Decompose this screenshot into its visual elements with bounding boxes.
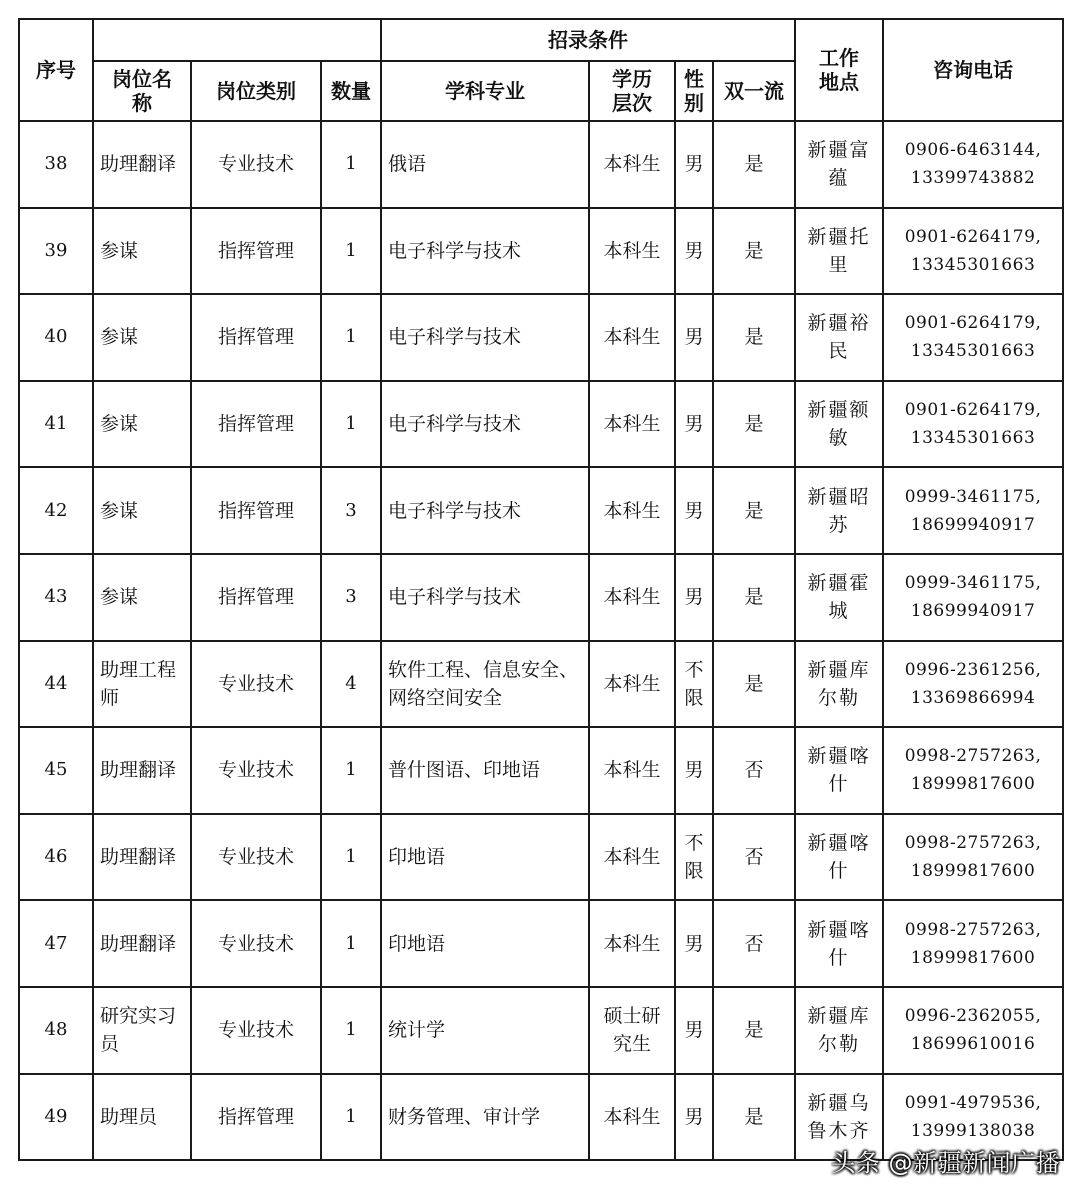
cell-post-name: 研究实习员 bbox=[93, 987, 191, 1074]
cell-quantity: 1 bbox=[321, 208, 381, 295]
cell-phone bbox=[883, 554, 1063, 641]
phone-mobile: 18999817600 bbox=[910, 947, 1036, 968]
phone-primary: 0906-6463144, bbox=[904, 140, 1042, 161]
header-row-top bbox=[19, 19, 1063, 61]
cell-post-category: 指挥管理 bbox=[191, 208, 321, 295]
cell-education-text: 本科生 bbox=[603, 153, 661, 176]
phone-mobile: 13345301663 bbox=[910, 341, 1036, 362]
cell-double-first-class: 是 bbox=[713, 121, 795, 208]
cell-workplace bbox=[795, 121, 883, 208]
header-workplace bbox=[795, 19, 883, 121]
cell-gender bbox=[675, 641, 713, 728]
cell-gender-text: 男 bbox=[684, 932, 704, 955]
cell-gender bbox=[675, 467, 713, 554]
cell-double-first-class: 否 bbox=[713, 727, 795, 814]
phone-primary: 0998-2757263, bbox=[904, 746, 1042, 767]
cell-seq: 45 bbox=[19, 727, 93, 814]
phone-mobile: 18699940917 bbox=[910, 514, 1036, 535]
cell-double-first-class: 是 bbox=[713, 987, 795, 1074]
cell-post-name: 参谋 bbox=[93, 294, 191, 381]
cell-major: 电子科学与技术 bbox=[381, 208, 589, 295]
cell-phone bbox=[883, 814, 1063, 901]
phone-mobile: 13345301663 bbox=[910, 254, 1036, 275]
table-row bbox=[19, 381, 1063, 468]
header-education bbox=[589, 61, 675, 121]
cell-post-category: 指挥管理 bbox=[191, 381, 321, 468]
header-double-first-class: 双一流 bbox=[713, 61, 795, 121]
cell-education bbox=[589, 900, 675, 987]
cell-quantity: 3 bbox=[321, 467, 381, 554]
cell-phone bbox=[883, 208, 1063, 295]
cell-workplace-text: 新疆乌鲁木齐 bbox=[807, 1091, 871, 1142]
cell-workplace bbox=[795, 554, 883, 641]
cell-education-text: 本科生 bbox=[603, 1105, 661, 1128]
cell-gender-text: 不限 bbox=[684, 832, 704, 883]
phone-primary: 0901-6264179, bbox=[904, 400, 1042, 421]
cell-post-category: 专业技术 bbox=[191, 641, 321, 728]
cell-gender bbox=[675, 294, 713, 381]
cell-education bbox=[589, 467, 675, 554]
cell-quantity: 1 bbox=[321, 294, 381, 381]
phone-primary: 0999-3461175, bbox=[904, 486, 1042, 507]
cell-education bbox=[589, 814, 675, 901]
cell-major: 普什图语、印地语 bbox=[381, 727, 589, 814]
phone-primary: 0998-2757263, bbox=[904, 919, 1042, 940]
cell-workplace-text: 新疆库尔勒 bbox=[807, 658, 871, 709]
cell-post-category: 指挥管理 bbox=[191, 294, 321, 381]
cell-major: 财务管理、审计学 bbox=[381, 1074, 589, 1161]
cell-double-first-class: 是 bbox=[713, 1074, 795, 1161]
cell-workplace bbox=[795, 900, 883, 987]
table-row bbox=[19, 467, 1063, 554]
cell-education bbox=[589, 727, 675, 814]
cell-post-category: 专业技术 bbox=[191, 121, 321, 208]
cell-seq: 40 bbox=[19, 294, 93, 381]
cell-post-category: 专业技术 bbox=[191, 900, 321, 987]
cell-gender bbox=[675, 208, 713, 295]
cell-post-name: 参谋 bbox=[93, 381, 191, 468]
cell-double-first-class: 是 bbox=[713, 381, 795, 468]
cell-workplace-text: 新疆霍城 bbox=[807, 572, 871, 623]
cell-quantity: 1 bbox=[321, 987, 381, 1074]
cell-double-first-class: 是 bbox=[713, 208, 795, 295]
header-post-name bbox=[93, 61, 191, 121]
cell-post-name: 助理工程师 bbox=[93, 641, 191, 728]
table-row bbox=[19, 987, 1063, 1074]
cell-education-text: 本科生 bbox=[603, 586, 661, 609]
cell-gender-text: 男 bbox=[684, 586, 704, 609]
table-row bbox=[19, 554, 1063, 641]
cell-seq: 49 bbox=[19, 1074, 93, 1161]
cell-quantity: 1 bbox=[321, 381, 381, 468]
table-row bbox=[19, 641, 1063, 728]
cell-double-first-class: 是 bbox=[713, 467, 795, 554]
cell-gender-text: 男 bbox=[684, 153, 704, 176]
cell-education bbox=[589, 641, 675, 728]
table-row bbox=[19, 727, 1063, 814]
cell-phone bbox=[883, 294, 1063, 381]
phone-primary: 0996-2362055, bbox=[904, 1006, 1042, 1027]
cell-workplace-text: 新疆喀什 bbox=[807, 745, 871, 796]
cell-workplace bbox=[795, 467, 883, 554]
cell-workplace bbox=[795, 208, 883, 295]
cell-education-text: 本科生 bbox=[603, 932, 661, 955]
cell-education-text: 本科生 bbox=[603, 499, 661, 522]
cell-workplace bbox=[795, 987, 883, 1074]
cell-gender-text: 男 bbox=[684, 499, 704, 522]
cell-gender bbox=[675, 1074, 713, 1161]
cell-workplace-text: 新疆喀什 bbox=[807, 832, 871, 883]
phone-mobile: 13369866994 bbox=[910, 687, 1036, 708]
header-conditions: 招录条件 bbox=[381, 19, 795, 61]
cell-seq: 38 bbox=[19, 121, 93, 208]
cell-seq: 43 bbox=[19, 554, 93, 641]
cell-workplace-text: 新疆富蕴 bbox=[807, 139, 871, 190]
phone-primary: 0991-4979536, bbox=[904, 1092, 1042, 1113]
cell-gender-text: 男 bbox=[684, 1105, 704, 1128]
header-workplace-text: 工作地点 bbox=[819, 46, 860, 94]
cell-workplace-text: 新疆喀什 bbox=[807, 918, 871, 969]
cell-workplace-text: 新疆库尔勒 bbox=[807, 1005, 871, 1056]
cell-gender bbox=[675, 121, 713, 208]
cell-education bbox=[589, 987, 675, 1074]
table-row bbox=[19, 121, 1063, 208]
cell-seq: 39 bbox=[19, 208, 93, 295]
phone-primary: 0998-2757263, bbox=[904, 833, 1042, 854]
cell-post-name: 参谋 bbox=[93, 467, 191, 554]
cell-seq: 48 bbox=[19, 987, 93, 1074]
cell-workplace-text: 新疆裕民 bbox=[807, 312, 871, 363]
cell-quantity: 3 bbox=[321, 554, 381, 641]
cell-post-name: 参谋 bbox=[93, 554, 191, 641]
header-phone: 咨询电话 bbox=[883, 19, 1063, 121]
phone-primary: 0996-2361256, bbox=[904, 659, 1042, 680]
cell-seq: 41 bbox=[19, 381, 93, 468]
cell-gender-text: 男 bbox=[684, 239, 704, 262]
cell-post-name: 助理翻译 bbox=[93, 900, 191, 987]
cell-gender bbox=[675, 554, 713, 641]
header-gender bbox=[675, 61, 713, 121]
phone-mobile: 18999817600 bbox=[910, 774, 1036, 795]
cell-phone bbox=[883, 727, 1063, 814]
cell-major: 电子科学与技术 bbox=[381, 554, 589, 641]
cell-post-category: 专业技术 bbox=[191, 727, 321, 814]
cell-double-first-class: 否 bbox=[713, 900, 795, 987]
cell-phone bbox=[883, 121, 1063, 208]
cell-major: 俄语 bbox=[381, 121, 589, 208]
header-post-category: 岗位类别 bbox=[191, 61, 321, 121]
cell-major: 电子科学与技术 bbox=[381, 294, 589, 381]
table-body bbox=[19, 121, 1063, 1160]
phone-primary: 0999-3461175, bbox=[904, 573, 1042, 594]
cell-seq: 44 bbox=[19, 641, 93, 728]
cell-double-first-class: 是 bbox=[713, 294, 795, 381]
cell-major: 电子科学与技术 bbox=[381, 467, 589, 554]
cell-education bbox=[589, 294, 675, 381]
cell-post-name: 助理翻译 bbox=[93, 814, 191, 901]
table-row bbox=[19, 900, 1063, 987]
cell-education-text: 本科生 bbox=[603, 672, 661, 695]
cell-education bbox=[589, 121, 675, 208]
cell-quantity: 1 bbox=[321, 1074, 381, 1161]
cell-education-text: 本科生 bbox=[603, 239, 661, 262]
cell-post-category: 专业技术 bbox=[191, 814, 321, 901]
cell-major: 印地语 bbox=[381, 814, 589, 901]
cell-education bbox=[589, 554, 675, 641]
cell-gender-text: 男 bbox=[684, 759, 704, 782]
header-post-group bbox=[93, 19, 381, 61]
cell-gender-text: 男 bbox=[684, 1019, 704, 1042]
cell-double-first-class: 是 bbox=[713, 641, 795, 728]
phone-mobile: 13345301663 bbox=[910, 428, 1036, 449]
cell-education-text: 本科生 bbox=[603, 846, 661, 869]
cell-quantity: 1 bbox=[321, 727, 381, 814]
cell-workplace bbox=[795, 727, 883, 814]
cell-gender-text: 男 bbox=[684, 326, 704, 349]
cell-workplace-text: 新疆额敏 bbox=[807, 399, 871, 450]
cell-workplace bbox=[795, 294, 883, 381]
cell-double-first-class: 是 bbox=[713, 554, 795, 641]
cell-phone bbox=[883, 987, 1063, 1074]
header-seq: 序号 bbox=[19, 19, 93, 121]
header-major: 学科专业 bbox=[381, 61, 589, 121]
cell-post-name: 助理员 bbox=[93, 1074, 191, 1161]
table-row bbox=[19, 814, 1063, 901]
cell-seq: 47 bbox=[19, 900, 93, 987]
cell-workplace-text: 新疆托里 bbox=[807, 225, 871, 276]
recruitment-table bbox=[18, 18, 1064, 1161]
cell-quantity: 1 bbox=[321, 121, 381, 208]
header-education-text: 学历层次 bbox=[612, 67, 653, 115]
cell-workplace bbox=[795, 641, 883, 728]
cell-post-category: 指挥管理 bbox=[191, 554, 321, 641]
cell-workplace bbox=[795, 814, 883, 901]
cell-major: 印地语 bbox=[381, 900, 589, 987]
cell-double-first-class: 否 bbox=[713, 814, 795, 901]
cell-education-text: 硕士研究生 bbox=[603, 1005, 661, 1056]
cell-gender bbox=[675, 900, 713, 987]
cell-quantity: 1 bbox=[321, 814, 381, 901]
cell-education-text: 本科生 bbox=[603, 759, 661, 782]
header-quantity: 数量 bbox=[321, 61, 381, 121]
phone-primary: 0901-6264179, bbox=[904, 226, 1042, 247]
phone-mobile: 18999817600 bbox=[910, 861, 1036, 882]
cell-post-name: 助理翻译 bbox=[93, 121, 191, 208]
cell-phone bbox=[883, 467, 1063, 554]
cell-gender-text: 男 bbox=[684, 413, 704, 436]
cell-quantity: 1 bbox=[321, 900, 381, 987]
cell-post-category: 指挥管理 bbox=[191, 467, 321, 554]
phone-mobile: 13999138038 bbox=[910, 1120, 1036, 1141]
cell-workplace-text: 新疆昭苏 bbox=[807, 485, 871, 536]
cell-major: 软件工程、信息安全、网络空间安全 bbox=[381, 641, 589, 728]
phone-mobile: 18699940917 bbox=[910, 601, 1036, 622]
header-post-name-text: 岗位名称 bbox=[112, 67, 172, 115]
table-row bbox=[19, 208, 1063, 295]
cell-gender bbox=[675, 381, 713, 468]
cell-education-text: 本科生 bbox=[603, 326, 661, 349]
cell-education bbox=[589, 208, 675, 295]
cell-education-text: 本科生 bbox=[603, 413, 661, 436]
cell-gender bbox=[675, 987, 713, 1074]
cell-gender-text: 不限 bbox=[684, 658, 704, 709]
header-gender-text: 性别 bbox=[684, 67, 705, 115]
cell-major: 电子科学与技术 bbox=[381, 381, 589, 468]
cell-phone bbox=[883, 900, 1063, 987]
phone-mobile: 18699610016 bbox=[910, 1034, 1036, 1055]
cell-seq: 46 bbox=[19, 814, 93, 901]
phone-mobile: 13399743882 bbox=[910, 168, 1036, 189]
cell-post-category: 指挥管理 bbox=[191, 1074, 321, 1161]
cell-gender bbox=[675, 814, 713, 901]
table-row bbox=[19, 294, 1063, 381]
cell-phone bbox=[883, 381, 1063, 468]
cell-seq: 42 bbox=[19, 467, 93, 554]
cell-gender bbox=[675, 727, 713, 814]
cell-quantity: 4 bbox=[321, 641, 381, 728]
cell-post-name: 助理翻译 bbox=[93, 727, 191, 814]
cell-post-name: 参谋 bbox=[93, 208, 191, 295]
cell-education bbox=[589, 381, 675, 468]
watermark: 头条 @新疆新闻广播 bbox=[831, 1149, 1060, 1177]
cell-post-category: 专业技术 bbox=[191, 987, 321, 1074]
recruitment-table-container bbox=[18, 18, 1062, 1161]
cell-workplace bbox=[795, 381, 883, 468]
cell-phone bbox=[883, 641, 1063, 728]
cell-major: 统计学 bbox=[381, 987, 589, 1074]
cell-education bbox=[589, 1074, 675, 1161]
phone-primary: 0901-6264179, bbox=[904, 313, 1042, 334]
